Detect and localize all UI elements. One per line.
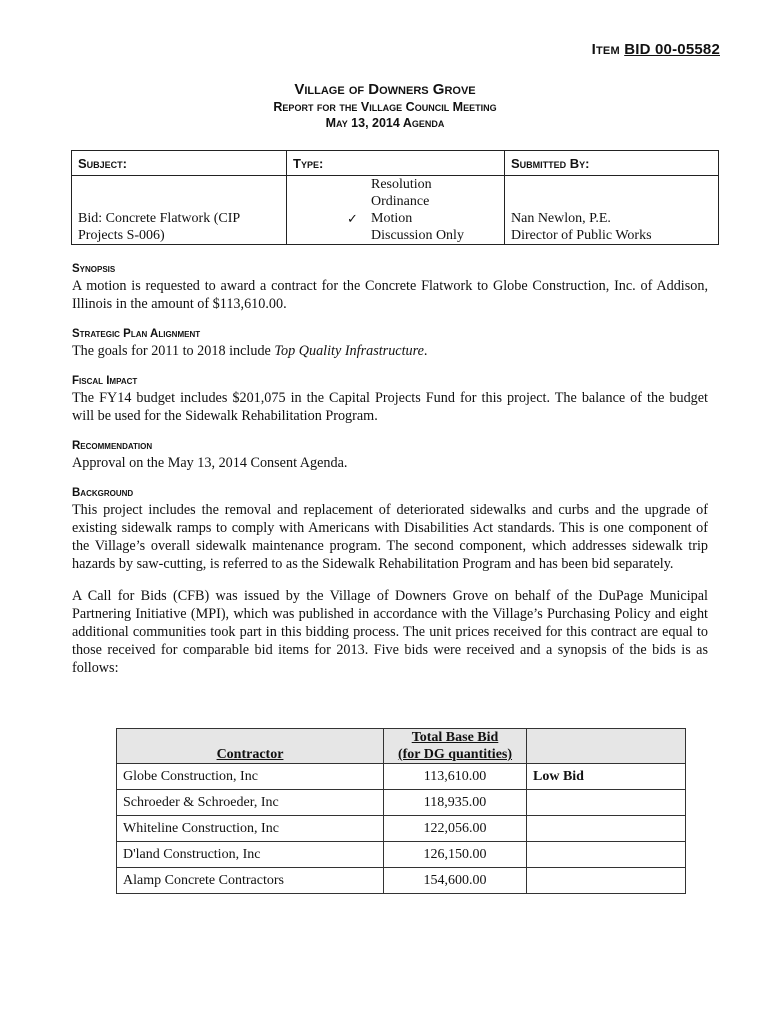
bid-note <box>527 842 686 868</box>
type-cell <box>287 176 505 245</box>
item-label: Item <box>591 41 620 58</box>
contractor-name: Schroeder & Schroeder, Inc <box>117 790 384 816</box>
item-bid-number <box>592 41 720 58</box>
submitter-name: Nan Newlon, P.E. <box>511 211 611 226</box>
checkmark-icon: ✓ <box>347 211 358 226</box>
report-body <box>72 262 708 677</box>
table-row <box>117 816 686 842</box>
submitted-by-header: Submitted By: <box>505 151 719 176</box>
table-row <box>117 842 686 868</box>
strategic-text: The goals for 2011 to 2018 include Top Quality Infrastructure. <box>72 343 428 359</box>
subject-header: Subject: <box>72 151 287 176</box>
type-option-resolution: Resolution <box>371 177 432 192</box>
background-paragraph-1: This project includes the removal and replacement of deteriorated sidewalks and curbs and the upgrade of existing sidewalk ramps to comply with Americans with Disabilities Act standards. This is one component of the Village’s overall sidewalk maintenance program. The second component, which addresses sidewalk trip hazards by saw-cutting, is referred to as the Sidewalk Rehabilitation Program and has been bid separately. <box>72 502 708 572</box>
bid-amount: 154,600.00 <box>384 868 527 894</box>
report-subtitle: Report for the Village Council Meeting <box>273 100 497 114</box>
total-base-bid-header: Total Base Bid (for DG quantities) <box>384 729 527 764</box>
bids-table <box>116 728 686 894</box>
fiscal-heading: Fiscal Impact <box>72 375 138 387</box>
background-paragraph-2: A Call for Bids (CFB) was issued by the Village of Downers Grove on behalf of the DuPage Municipal Partnering Initiative (MPI), which was published in accordance with the Village’s Purchasing Policy and eight additional communities took part in this bidding process. The unit prices received for this contract are equal to those received for comparable bid items for 2013. Five bids were received and a synopsis of the bids is as follows: <box>72 588 708 676</box>
submitted-by-cell <box>505 176 719 245</box>
contractor-header: Contractor <box>117 729 384 764</box>
bid-amount: 122,056.00 <box>384 816 527 842</box>
fiscal-text: The FY14 budget includes $201,075 in the Capital Projects Fund for this project. The balance of the budget will be used for the Sidewalk Rehabilitation Program. <box>72 390 708 424</box>
strategic-heading: Strategic Plan Alignment <box>72 328 201 340</box>
bids-table-header <box>117 729 686 764</box>
recommendation-heading: Recommendation <box>72 440 153 452</box>
contractor-name: Whiteline Construction, Inc <box>117 816 384 842</box>
submitter-title: Director of Public Works <box>511 228 652 243</box>
bid-number: BID 00-05582 <box>624 41 720 58</box>
subject-line-2: Projects S-006) <box>78 228 165 243</box>
bid-note <box>527 868 686 894</box>
type-header: Type: <box>287 151 505 176</box>
bid-amount: 118,935.00 <box>384 790 527 816</box>
meta-table <box>71 150 719 245</box>
table-row <box>117 764 686 790</box>
synopsis-text: A motion is requested to award a contract for the Concrete Flatwork to Globe Construction, Inc. of Addison, Illinois in the amount of $113,610.00. <box>72 278 708 312</box>
bid-amount: 126,150.00 <box>384 842 527 868</box>
table-row <box>117 790 686 816</box>
subject-cell <box>72 176 287 245</box>
bid-amount: 113,610.00 <box>384 764 527 790</box>
bid-note <box>527 790 686 816</box>
low-bid-label: Low Bid <box>527 764 686 790</box>
synopsis-heading: Synopsis <box>72 263 116 275</box>
recommendation-text: Approval on the May 13, 2014 Consent Agenda. <box>72 455 348 471</box>
agenda-date: May 13, 2014 Agenda <box>325 116 445 130</box>
type-option-ordinance: Ordinance <box>371 194 430 209</box>
bid-note <box>527 816 686 842</box>
subject-line-1: Bid: Concrete Flatwork (CIP <box>78 211 241 226</box>
report-header <box>0 80 770 131</box>
contractor-name: D'land Construction, Inc <box>117 842 384 868</box>
background-heading: Background <box>72 487 134 499</box>
type-option-discussion-only: Discussion Only <box>371 228 464 243</box>
type-option-motion: ✓ Motion <box>347 211 413 226</box>
type-list <box>293 176 498 244</box>
village-title: Village of Downers Grove <box>294 81 476 98</box>
contractor-name: Globe Construction, Inc <box>117 764 384 790</box>
note-header <box>527 729 686 764</box>
table-row <box>117 868 686 894</box>
contractor-name: Alamp Concrete Contractors <box>117 868 384 894</box>
